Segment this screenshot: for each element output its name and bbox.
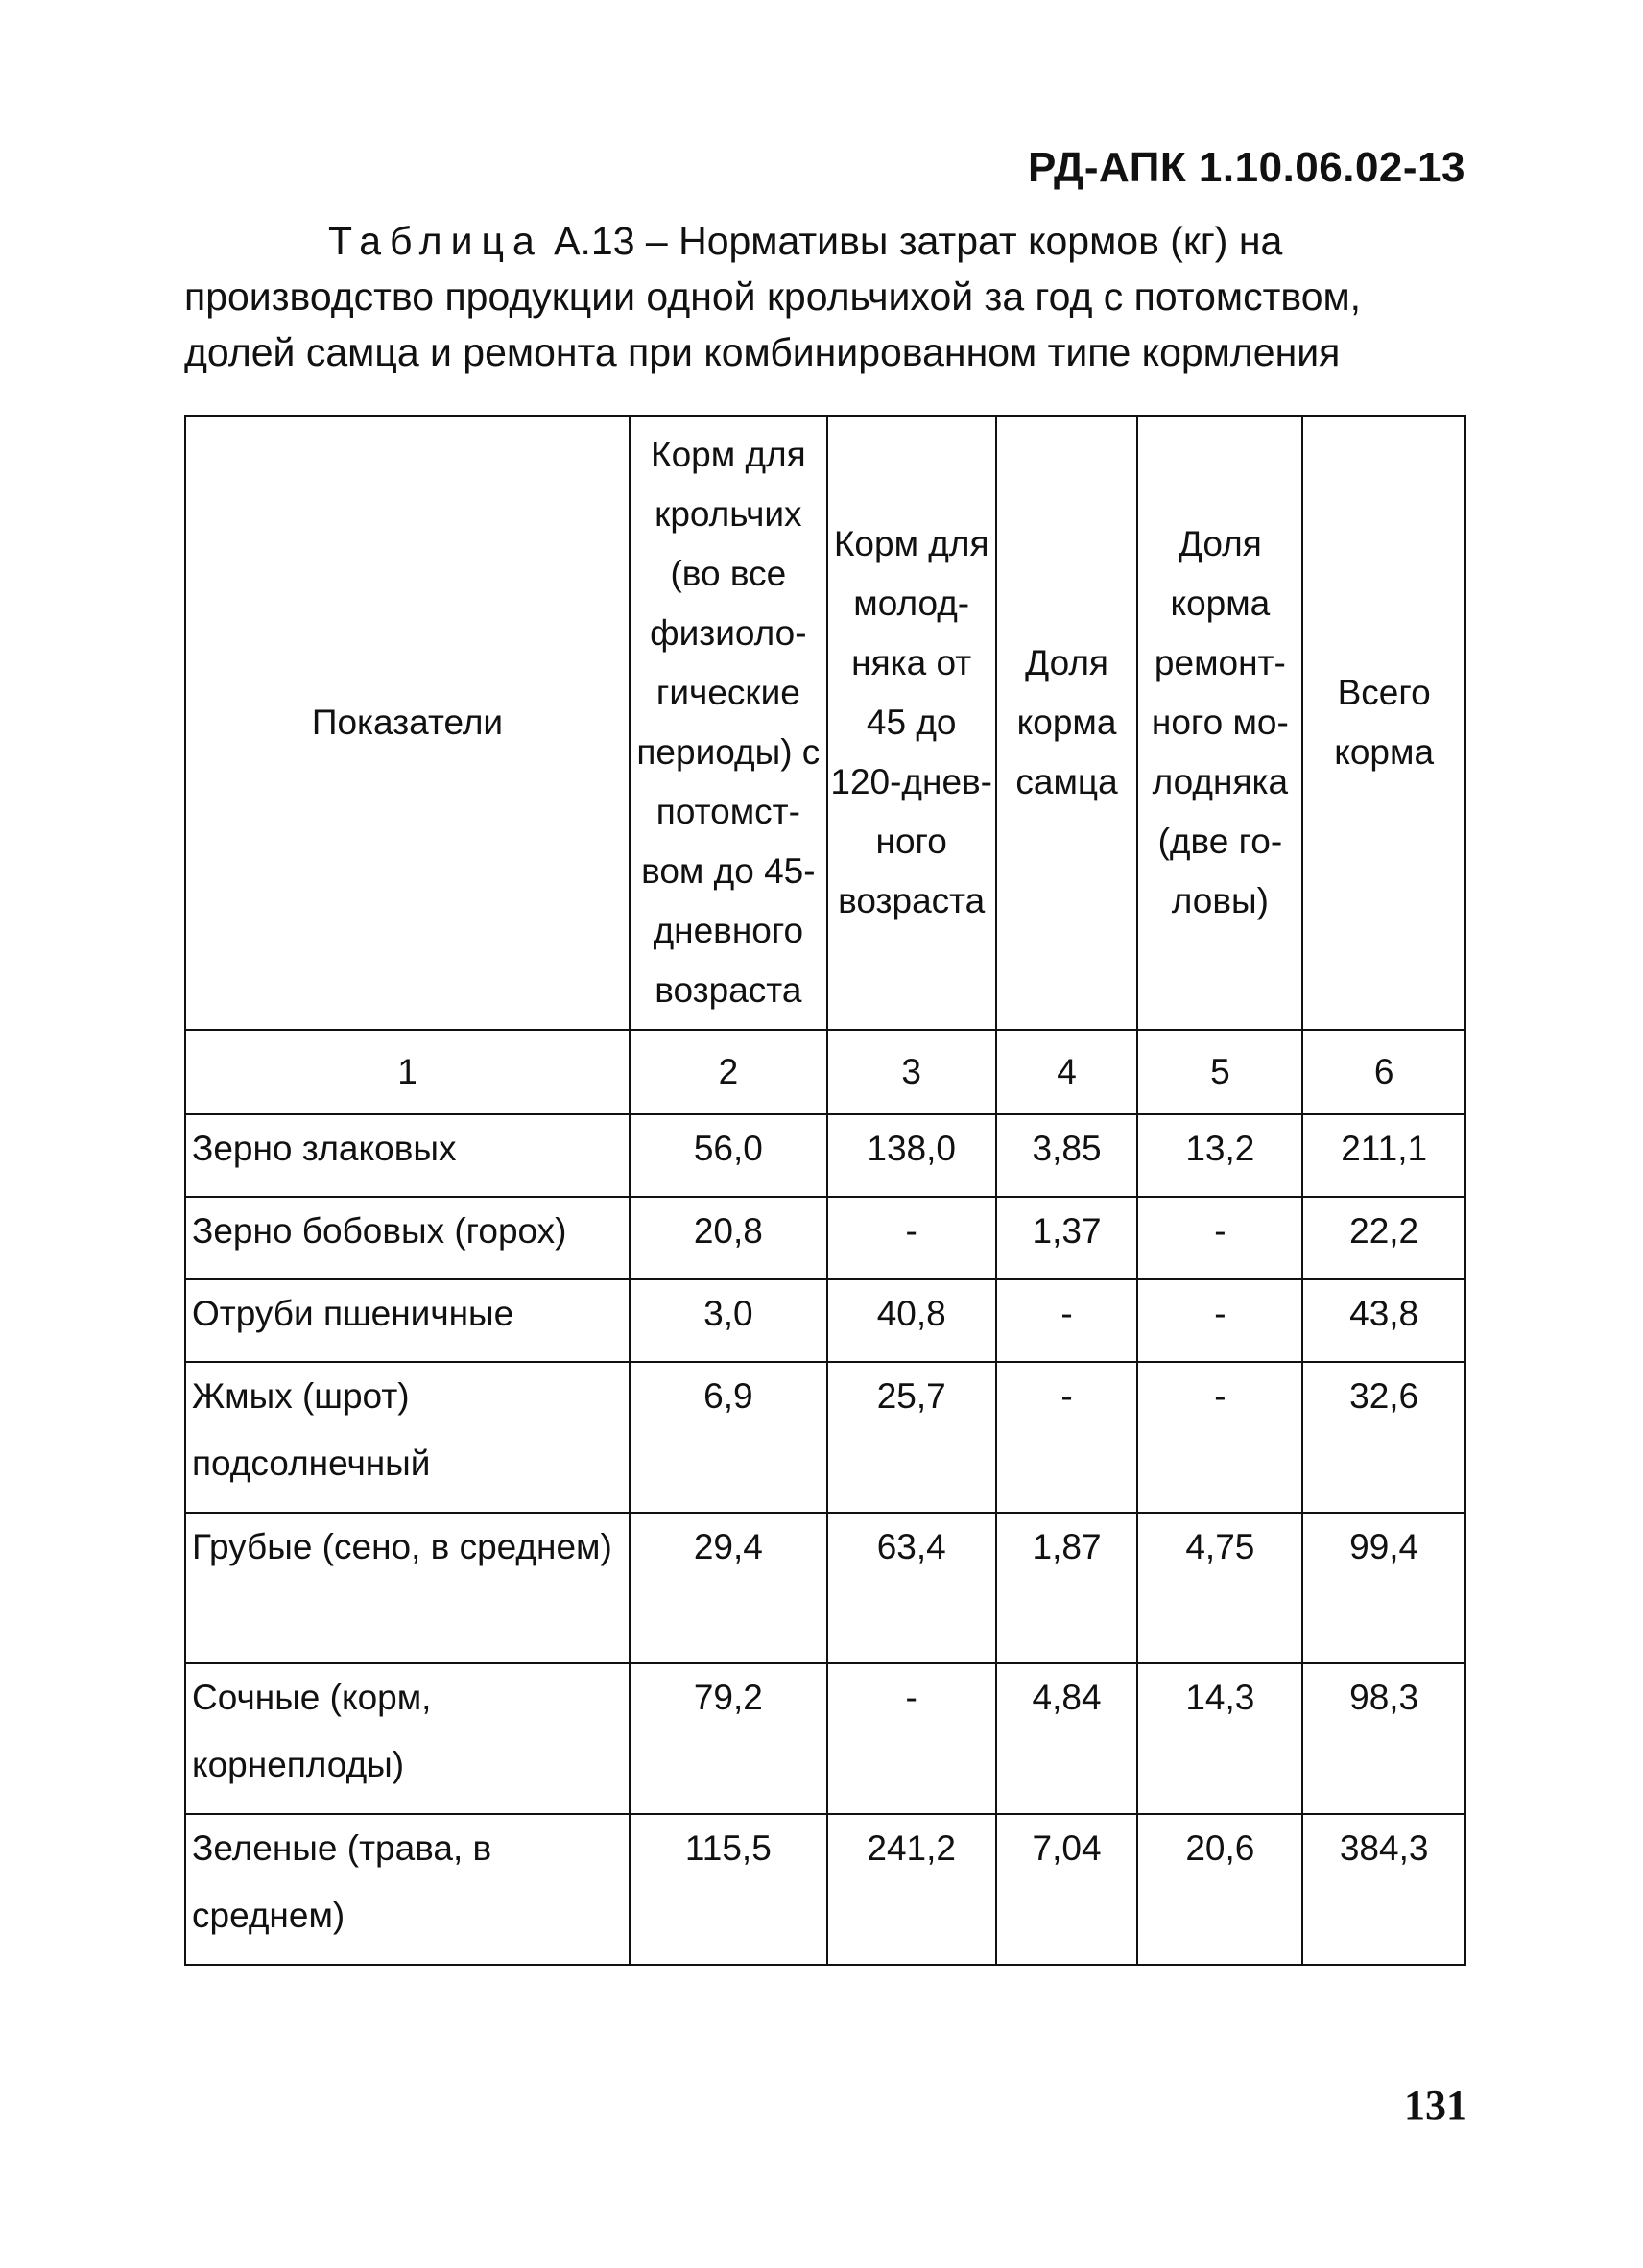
table-cell: 14,3 xyxy=(1137,1663,1302,1814)
table-cell: 115,5 xyxy=(630,1814,827,1965)
table-cell: 20,6 xyxy=(1137,1814,1302,1965)
row-label: Зерно бобовых (горох) xyxy=(185,1197,630,1279)
row-label: Жмых (шрот) подсолнечный xyxy=(185,1362,630,1513)
table-row xyxy=(185,1814,1465,1965)
table-cell: - xyxy=(996,1279,1138,1362)
table-cell: 99,4 xyxy=(1302,1513,1465,1663)
table-cell: 3,0 xyxy=(630,1279,827,1362)
caption-text: А.13 – Нормативы затрат кормов (кг) на производство продукции одной крольчихой за год с потомством, долей самца и ремонта при комбинированном типе кормления xyxy=(184,219,1362,374)
table-cell: 384,3 xyxy=(1302,1814,1465,1965)
caption-label: Таблица xyxy=(328,219,543,263)
row-label: Зеленые (трава, в среднем) xyxy=(185,1814,630,1965)
row-label: Отруби пшеничные xyxy=(185,1279,630,1362)
column-number: 1 xyxy=(185,1030,630,1114)
table-cell: 7,04 xyxy=(996,1814,1138,1965)
table-caption xyxy=(184,213,1470,380)
table-cell: 40,8 xyxy=(827,1279,996,1362)
table-cell: 1,87 xyxy=(996,1513,1138,1663)
table-cell: 241,2 xyxy=(827,1814,996,1965)
column-number: 3 xyxy=(827,1030,996,1114)
table-cell: 63,4 xyxy=(827,1513,996,1663)
table-row xyxy=(185,1197,1465,1279)
table-cell: 98,3 xyxy=(1302,1663,1465,1814)
table-cell: 22,2 xyxy=(1302,1197,1465,1279)
table-cell: 56,0 xyxy=(630,1114,827,1197)
table-cell: 211,1 xyxy=(1302,1114,1465,1197)
column-number-row xyxy=(185,1030,1465,1114)
table-row xyxy=(185,1362,1465,1513)
table-cell: 79,2 xyxy=(630,1663,827,1814)
feed-norms-table xyxy=(184,415,1466,1966)
table-row xyxy=(185,1279,1465,1362)
column-number: 2 xyxy=(630,1030,827,1114)
page-number: 131 xyxy=(1404,2082,1467,2129)
document-code: РД-АПК 1.10.06.02-13 xyxy=(1027,144,1465,191)
table-header-row xyxy=(185,416,1465,1030)
table-row xyxy=(185,1513,1465,1663)
table-row xyxy=(185,1663,1465,1814)
column-number: 6 xyxy=(1302,1030,1465,1114)
table-cell: 29,4 xyxy=(630,1513,827,1663)
table-cell: 6,9 xyxy=(630,1362,827,1513)
header-buck-share: Доля корма самца xyxy=(996,416,1138,1030)
row-label: Грубые (сено, в среднем) xyxy=(185,1513,630,1663)
table-cell: - xyxy=(827,1663,996,1814)
table-cell: 4,75 xyxy=(1137,1513,1302,1663)
header-total-feed: Всего корма xyxy=(1302,416,1465,1030)
table-cell: 3,85 xyxy=(996,1114,1138,1197)
table-row xyxy=(185,1114,1465,1197)
table-cell: - xyxy=(1137,1197,1302,1279)
column-number: 5 xyxy=(1137,1030,1302,1114)
table-cell: - xyxy=(996,1362,1138,1513)
table-cell: - xyxy=(827,1197,996,1279)
table-cell: 13,2 xyxy=(1137,1114,1302,1197)
row-label: Сочные (корм, корнеплоды) xyxy=(185,1663,630,1814)
table-cell: 138,0 xyxy=(827,1114,996,1197)
table-cell: 25,7 xyxy=(827,1362,996,1513)
table-cell: 1,37 xyxy=(996,1197,1138,1279)
table-cell: 20,8 xyxy=(630,1197,827,1279)
row-label: Зерно злаковых xyxy=(185,1114,630,1197)
header-indicators: Показатели xyxy=(185,416,630,1030)
table-cell: 43,8 xyxy=(1302,1279,1465,1362)
header-doe-feed: Корм для крольчих (во все физиоло-гические периоды) с потомст-вом до 45-дневного возраста xyxy=(630,416,827,1030)
table-cell: - xyxy=(1137,1362,1302,1513)
column-number: 4 xyxy=(996,1030,1138,1114)
table-cell: 4,84 xyxy=(996,1663,1138,1814)
table-cell: 32,6 xyxy=(1302,1362,1465,1513)
table-cell: - xyxy=(1137,1279,1302,1362)
header-young-feed: Корм для молод-няка от 45 до 120-днев-ного возраста xyxy=(827,416,996,1030)
header-replacement-share: Доля корма ремонт-ного мо-лодняка (две го-ловы) xyxy=(1137,416,1302,1030)
